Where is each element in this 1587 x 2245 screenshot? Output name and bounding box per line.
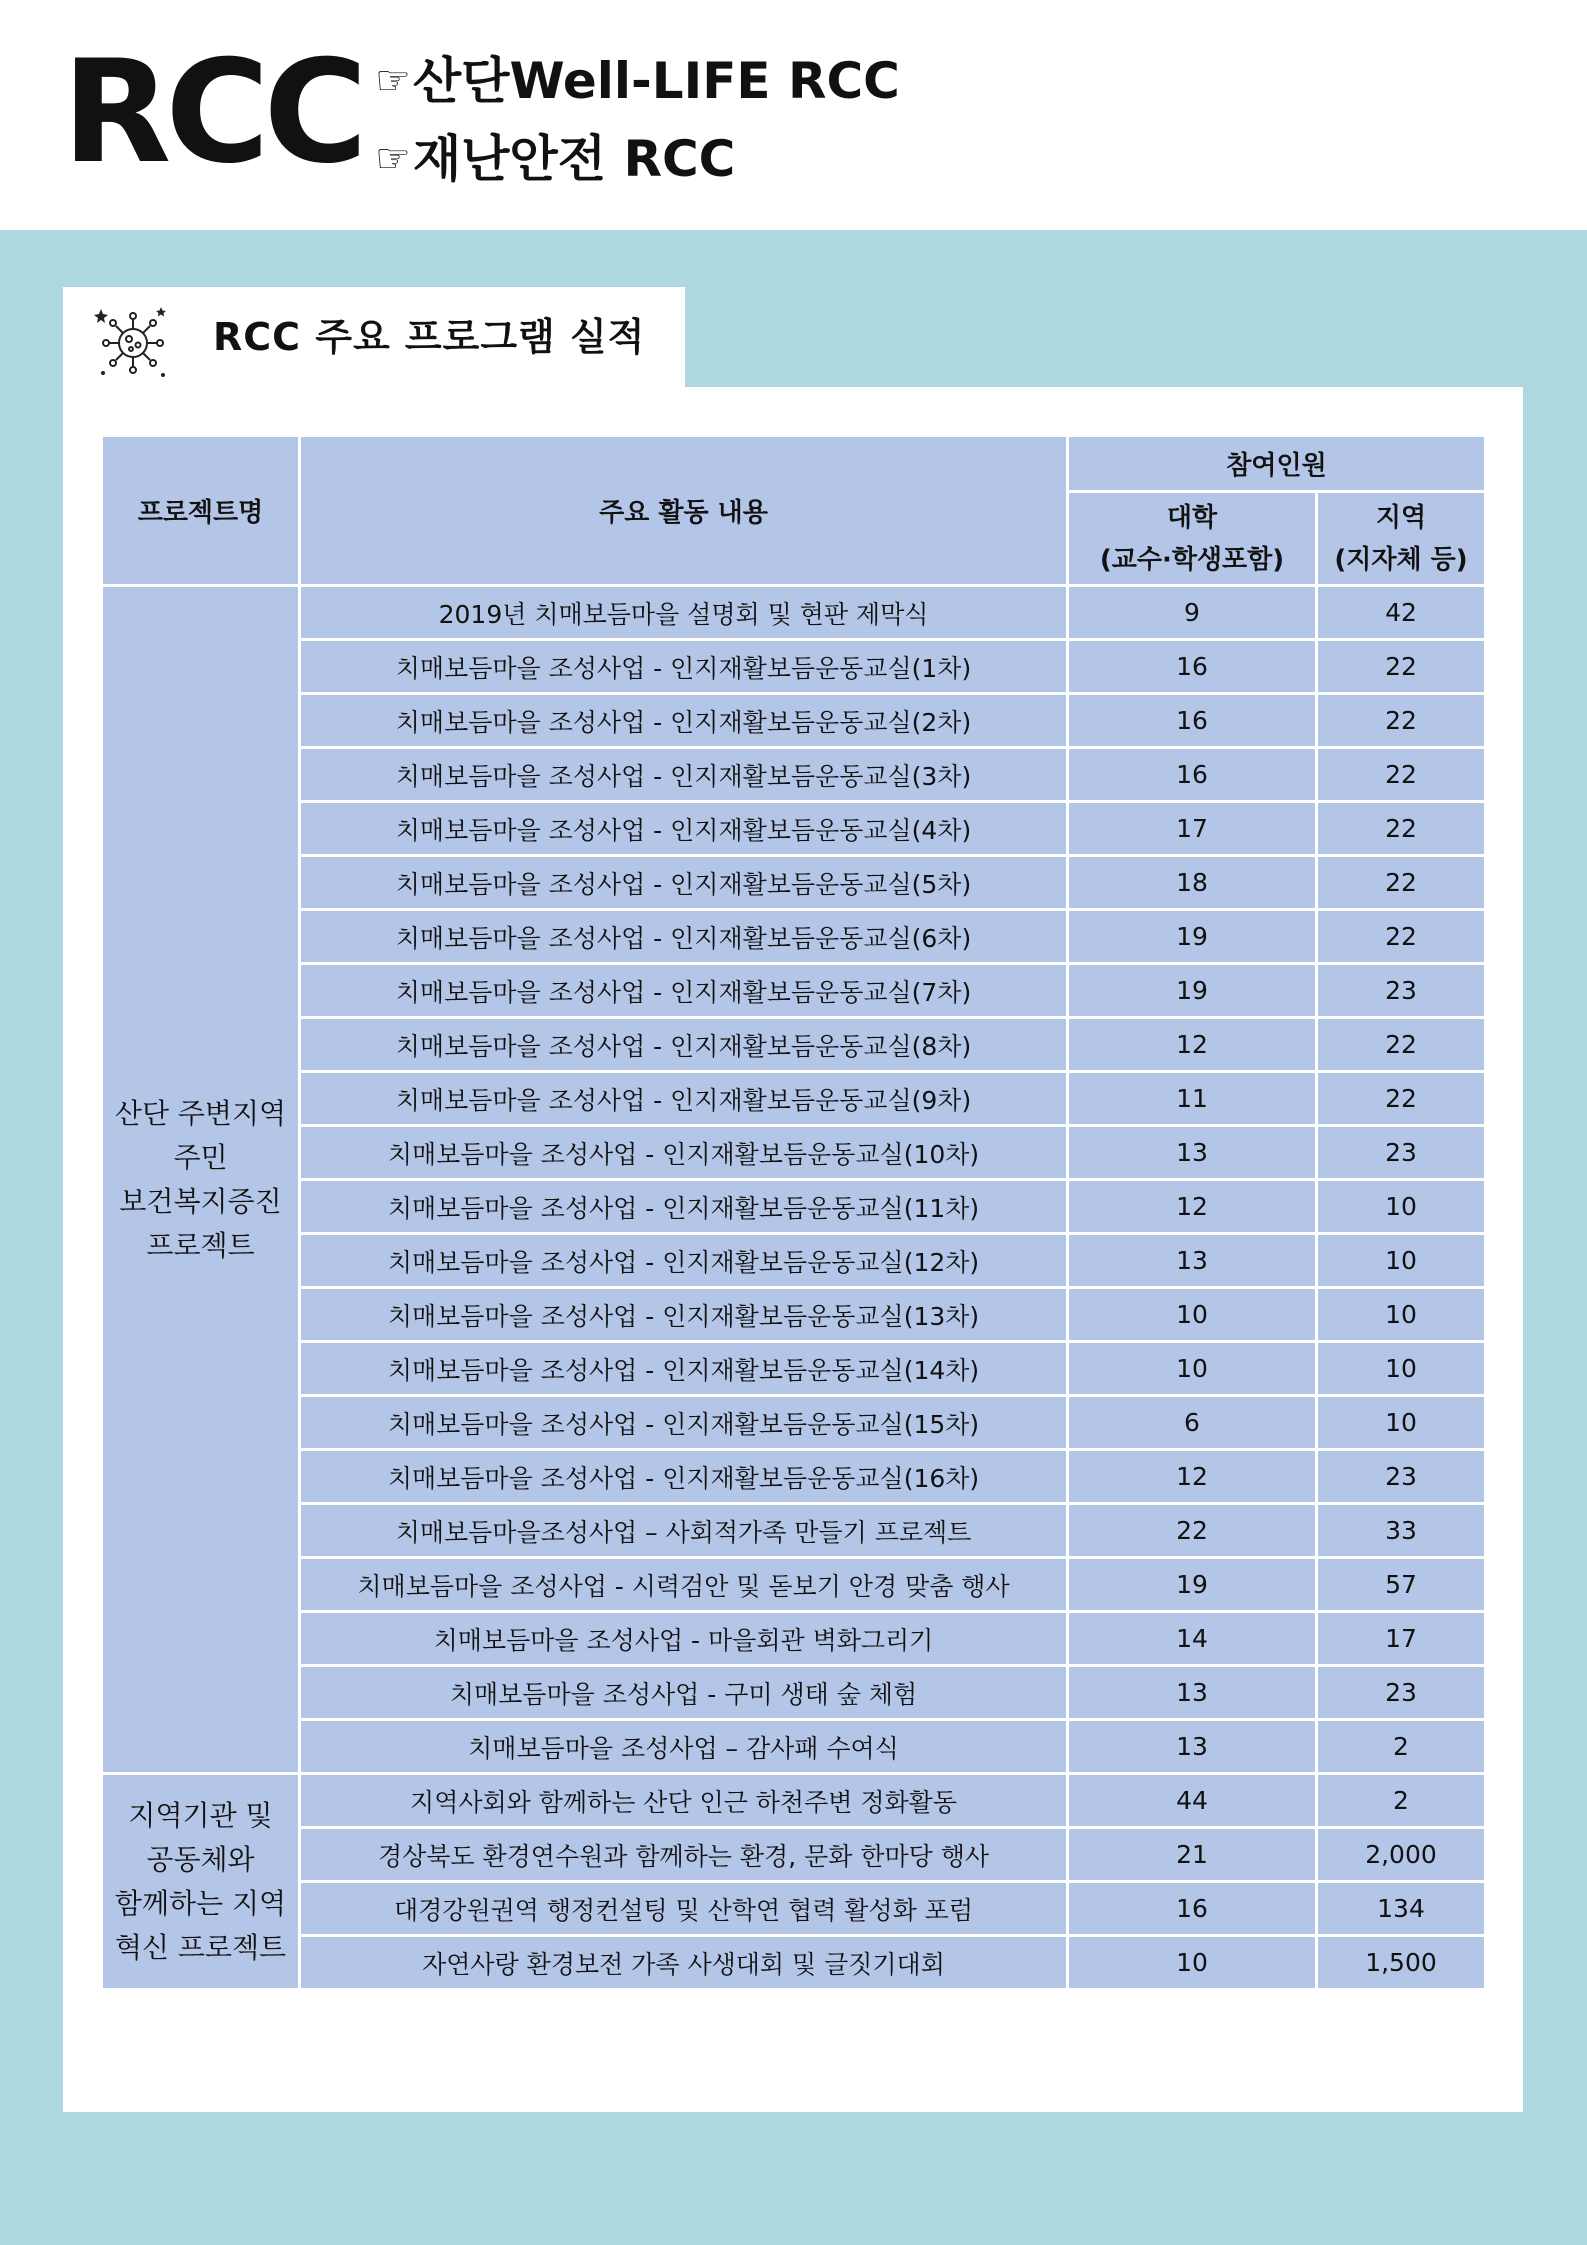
pointing-hand-icon: ☞ — [375, 58, 411, 104]
activity-cell: 치매보듬마을 조성사업 - 마을회관 벽화그리기 — [300, 1612, 1068, 1666]
activity-cell: 지역사회와 함께하는 산단 인근 하천주변 정화활동 — [300, 1774, 1068, 1828]
university-count-cell: 16 — [1068, 694, 1317, 748]
university-count-cell: 10 — [1068, 1342, 1317, 1396]
university-count-cell: 17 — [1068, 802, 1317, 856]
project-name-line: 함께하는 지역 — [114, 1886, 287, 1920]
region-count-cell: 33 — [1317, 1504, 1486, 1558]
header-region — [1317, 492, 1486, 586]
table-row — [102, 1126, 1486, 1180]
section-tab — [63, 287, 685, 387]
activity-cell: 치매보듬마을 조성사업 - 인지재활보듬운동교실(11차) — [300, 1180, 1068, 1234]
project-name-cell — [102, 586, 300, 1774]
activity-cell: 치매보듬마을 조성사업 - 인지재활보듬운동교실(2차) — [300, 694, 1068, 748]
region-count-cell: 134 — [1317, 1882, 1486, 1936]
activity-cell: 치매보듬마을 조성사업 - 인지재활보듬운동교실(7차) — [300, 964, 1068, 1018]
table-row — [102, 640, 1486, 694]
activity-cell: 치매보듬마을 조성사업 - 인지재활보듬운동교실(3차) — [300, 748, 1068, 802]
program-results-table — [100, 434, 1487, 1991]
table-row — [102, 1180, 1486, 1234]
activity-cell: 대경강원권역 행정컨설팅 및 산학연 협력 활성화 포럼 — [300, 1882, 1068, 1936]
header-activity: 주요 활동 내용 — [300, 436, 1068, 586]
table-row — [102, 1504, 1486, 1558]
region-count-cell: 22 — [1317, 694, 1486, 748]
university-count-cell: 9 — [1068, 586, 1317, 640]
university-count-cell: 13 — [1068, 1666, 1317, 1720]
university-count-cell: 10 — [1068, 1288, 1317, 1342]
virus-icon — [93, 301, 173, 381]
page-header — [0, 0, 1587, 230]
university-count-cell: 14 — [1068, 1612, 1317, 1666]
pointing-hand-icon: ☞ — [375, 136, 411, 182]
university-count-cell: 6 — [1068, 1396, 1317, 1450]
table-row — [102, 1882, 1486, 1936]
region-count-cell: 22 — [1317, 856, 1486, 910]
table-row — [102, 1342, 1486, 1396]
activity-cell: 치매보듬마을 조성사업 - 인지재활보듬운동교실(14차) — [300, 1342, 1068, 1396]
university-count-cell: 19 — [1068, 910, 1317, 964]
activity-cell: 치매보듬마을조성사업 – 사회적가족 만들기 프로젝트 — [300, 1504, 1068, 1558]
table-row — [102, 1288, 1486, 1342]
project-name-cell — [102, 1774, 300, 1990]
university-count-cell: 19 — [1068, 964, 1317, 1018]
region-count-cell: 22 — [1317, 748, 1486, 802]
table-row — [102, 1018, 1486, 1072]
activity-cell: 치매보듬마을 조성사업 - 인지재활보듬운동교실(10차) — [300, 1126, 1068, 1180]
program-line-2 — [375, 120, 900, 198]
region-count-cell: 23 — [1317, 1126, 1486, 1180]
university-count-cell: 44 — [1068, 1774, 1317, 1828]
university-count-cell: 16 — [1068, 1882, 1317, 1936]
table-row — [102, 1558, 1486, 1612]
activity-cell: 치매보듬마을 조성사업 - 인지재활보듬운동교실(16차) — [300, 1450, 1068, 1504]
region-count-cell: 10 — [1317, 1342, 1486, 1396]
activity-cell: 2019년 치매보듬마을 설명회 및 현판 제막식 — [300, 586, 1068, 640]
university-count-cell: 12 — [1068, 1450, 1317, 1504]
university-count-cell: 11 — [1068, 1072, 1317, 1126]
university-count-cell: 16 — [1068, 640, 1317, 694]
region-count-cell: 10 — [1317, 1288, 1486, 1342]
table-row — [102, 1612, 1486, 1666]
region-count-cell: 17 — [1317, 1612, 1486, 1666]
activity-cell: 치매보듬마을 조성사업 - 구미 생태 숲 체험 — [300, 1666, 1068, 1720]
header-university-sub: (교수·학생포함) — [1099, 544, 1285, 575]
project-name-line: 혁신 프로젝트 — [114, 1930, 287, 1964]
activity-cell: 치매보듬마을 조성사업 - 인지재활보듬운동교실(15차) — [300, 1396, 1068, 1450]
region-count-cell: 22 — [1317, 910, 1486, 964]
table-row — [102, 856, 1486, 910]
table-row — [102, 1720, 1486, 1774]
region-count-cell: 23 — [1317, 1450, 1486, 1504]
university-count-cell: 21 — [1068, 1828, 1317, 1882]
table-row — [102, 1396, 1486, 1450]
region-count-cell: 10 — [1317, 1396, 1486, 1450]
project-name-line: 산단 주변지역 — [114, 1096, 287, 1130]
activity-cell: 치매보듬마을 조성사업 - 시력검안 및 돋보기 안경 맞춤 행사 — [300, 1558, 1068, 1612]
program-1-label: 산단Well-LIFE RCC — [412, 52, 900, 110]
activity-cell: 치매보듬마을 조성사업 - 인지재활보듬운동교실(13차) — [300, 1288, 1068, 1342]
project-name-line: 보건복지증진 — [119, 1184, 282, 1218]
program-list — [375, 42, 900, 198]
activity-cell: 치매보듬마을 조성사업 - 인지재활보듬운동교실(4차) — [300, 802, 1068, 856]
table-row — [102, 1450, 1486, 1504]
activity-cell: 치매보듬마을 조성사업 - 인지재활보듬운동교실(12차) — [300, 1234, 1068, 1288]
rcc-logo: RCC — [62, 30, 362, 195]
header-region-label: 지역 — [1375, 502, 1427, 533]
header-region-sub: (지자체 등) — [1334, 544, 1468, 575]
table-row — [102, 748, 1486, 802]
project-name-line: 주민 — [173, 1140, 228, 1174]
region-count-cell: 23 — [1317, 1666, 1486, 1720]
table-row — [102, 1936, 1486, 1990]
region-count-cell: 10 — [1317, 1180, 1486, 1234]
program-2-label: 재난안전 RCC — [412, 130, 736, 188]
region-count-cell: 2 — [1317, 1774, 1486, 1828]
university-count-cell: 10 — [1068, 1936, 1317, 1990]
university-count-cell: 18 — [1068, 856, 1317, 910]
activity-cell: 치매보듬마을 조성사업 - 인지재활보듬운동교실(5차) — [300, 856, 1068, 910]
university-count-cell: 12 — [1068, 1018, 1317, 1072]
project-name-line: 지역기관 및 — [128, 1798, 273, 1832]
content-panel — [63, 387, 1523, 2112]
region-count-cell: 57 — [1317, 1558, 1486, 1612]
table-row — [102, 1828, 1486, 1882]
table-row — [102, 1072, 1486, 1126]
region-count-cell: 22 — [1317, 1018, 1486, 1072]
table-row — [102, 586, 1486, 640]
section-title: RCC 주요 프로그램 실적 — [213, 315, 646, 359]
university-count-cell: 16 — [1068, 748, 1317, 802]
activity-cell: 치매보듬마을 조성사업 - 인지재활보듬운동교실(6차) — [300, 910, 1068, 964]
university-count-cell: 13 — [1068, 1720, 1317, 1774]
region-count-cell: 10 — [1317, 1234, 1486, 1288]
region-count-cell: 22 — [1317, 802, 1486, 856]
university-count-cell: 13 — [1068, 1126, 1317, 1180]
region-count-cell: 22 — [1317, 640, 1486, 694]
table-row — [102, 1234, 1486, 1288]
table-row — [102, 694, 1486, 748]
university-count-cell: 12 — [1068, 1180, 1317, 1234]
program-line-1 — [375, 42, 900, 120]
project-name-line: 공동체와 — [146, 1842, 255, 1876]
project-name-line: 프로젝트 — [146, 1228, 255, 1262]
activity-cell: 치매보듬마을 조성사업 - 인지재활보듬운동교실(1차) — [300, 640, 1068, 694]
region-count-cell: 2,000 — [1317, 1828, 1486, 1882]
header-university — [1068, 492, 1317, 586]
region-count-cell: 22 — [1317, 1072, 1486, 1126]
university-count-cell: 13 — [1068, 1234, 1317, 1288]
table-body — [102, 586, 1486, 1990]
activity-cell: 경상북도 환경연수원과 함께하는 환경, 문화 한마당 행사 — [300, 1828, 1068, 1882]
table-row — [102, 1774, 1486, 1828]
activity-cell: 자연사랑 환경보전 가족 사생대회 및 글짓기대회 — [300, 1936, 1068, 1990]
region-count-cell: 42 — [1317, 586, 1486, 640]
region-count-cell: 2 — [1317, 1720, 1486, 1774]
header-university-label: 대학 — [1166, 502, 1218, 533]
activity-cell: 치매보듬마을 조성사업 – 감사패 수여식 — [300, 1720, 1068, 1774]
region-count-cell: 23 — [1317, 964, 1486, 1018]
table-row — [102, 964, 1486, 1018]
table-row — [102, 910, 1486, 964]
university-count-cell: 19 — [1068, 1558, 1317, 1612]
table-row — [102, 802, 1486, 856]
region-count-cell: 1,500 — [1317, 1936, 1486, 1990]
header-participants: 참여인원 — [1068, 436, 1486, 492]
university-count-cell: 22 — [1068, 1504, 1317, 1558]
activity-cell: 치매보듬마을 조성사업 - 인지재활보듬운동교실(9차) — [300, 1072, 1068, 1126]
activity-cell: 치매보듬마을 조성사업 - 인지재활보듬운동교실(8차) — [300, 1018, 1068, 1072]
table-row — [102, 1666, 1486, 1720]
header-project: 프로젝트명 — [102, 436, 300, 586]
